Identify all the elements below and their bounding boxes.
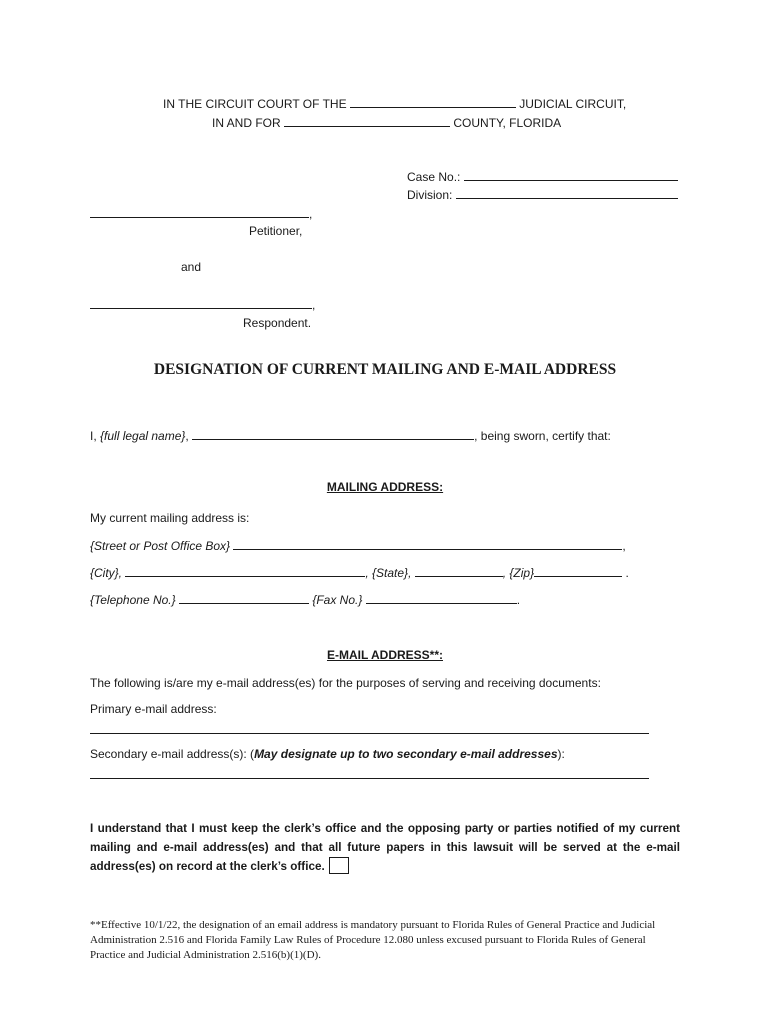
petitioner-label: Petitioner, (249, 224, 303, 238)
zip-label: , {Zip} (502, 566, 535, 580)
acknowledgment-paragraph (90, 819, 680, 876)
zip-blank[interactable] (534, 565, 622, 577)
case-number-label: Case No.: (407, 170, 461, 184)
judicial-circuit-blank[interactable] (350, 96, 516, 108)
petitioner-comma: , (309, 207, 313, 221)
respondent-comma: , (312, 298, 316, 312)
fax-period: . (516, 593, 521, 607)
oath-separator: , (185, 429, 189, 443)
street-comma: , (622, 539, 626, 553)
court-header-line-1 (163, 96, 626, 112)
email-address-heading: E-MAIL ADDRESS**: (326, 648, 443, 662)
oath-suffix: , being sworn, certify that: (474, 429, 611, 443)
county-suffix: COUNTY, FLORIDA (453, 116, 562, 130)
phone-fax-row (90, 592, 520, 608)
street-row (90, 538, 626, 554)
case-number-blank[interactable] (464, 169, 678, 181)
city-state-zip-row (90, 565, 629, 581)
oath-prefix: I, (90, 429, 101, 443)
acknowledgment-checkbox[interactable] (329, 857, 349, 874)
court-header-suffix: JUDICIAL CIRCUIT, (519, 97, 627, 111)
division-blank[interactable] (456, 187, 678, 199)
secondary-email-label-row (90, 747, 565, 762)
acknowledgment-text: I understand that I must keep the clerk’s office and the opposing party or parties notified of my current mailing and e-mail address(es) and that all future papers in this lawsuit will be served at the e-mail address(es) on record at the clerk’s office. (90, 822, 680, 873)
primary-email-label: Primary e-mail address: (90, 702, 217, 716)
street-label: {Street or Post Office Box} (90, 539, 231, 553)
telephone-blank[interactable] (179, 592, 309, 604)
city-blank[interactable] (125, 565, 365, 577)
county-prefix: IN AND FOR (212, 116, 281, 130)
court-header-line-2 (212, 115, 561, 131)
email-footnote: **Effective 10/1/22, the designation of an email address is mandatory pursuant to Florida Rules of General Practice and Judicial Administration 2.516 and Florida Family Law Rules of Procedure 12.080 unless excused pursuant to Florida Rules of General Practice and Judicial Administration 2.516(b)(1)(D). (90, 919, 656, 961)
primary-email-blank[interactable] (90, 733, 649, 734)
secondary-email-note: May designate up to two secondary e-mail addresses (254, 747, 558, 761)
county-blank[interactable] (284, 115, 450, 127)
secondary-email-label: Secondary e-mail address(s): ( (90, 747, 255, 761)
full-legal-name-blank[interactable] (192, 428, 474, 440)
court-header-prefix: IN THE CIRCUIT COURT OF THE (163, 97, 347, 111)
state-label: , {State}, (365, 566, 412, 580)
respondent-name-row (90, 297, 315, 313)
respondent-name-blank[interactable] (90, 297, 312, 309)
secondary-email-end: ): (557, 747, 565, 761)
petitioner-name-row (90, 206, 312, 222)
full-legal-name-hint: {full legal name} (100, 429, 186, 443)
mailing-address-heading: MAILING ADDRESS: (326, 480, 444, 494)
state-blank[interactable] (415, 565, 503, 577)
division-label: Division: (407, 188, 453, 202)
and-label: and (181, 260, 202, 274)
city-label: {City}, (90, 566, 123, 580)
respondent-label: Respondent. (243, 316, 312, 330)
email-intro: The following is/are my e-mail address(es) for the purposes of serving and receiving documents: (90, 676, 601, 690)
telephone-label: {Telephone No.} (90, 593, 176, 607)
division-row (407, 187, 678, 203)
secondary-email-blank[interactable] (90, 778, 649, 779)
mailing-intro: My current mailing address is: (90, 511, 250, 525)
zip-period: . (625, 566, 629, 580)
document-title: DESIGNATION OF CURRENT MAILING AND E-MAIL ADDRESS (153, 361, 617, 378)
fax-blank[interactable] (366, 592, 517, 604)
fax-label: {Fax No.} (312, 593, 363, 607)
case-number-row (407, 169, 678, 185)
petitioner-name-blank[interactable] (90, 206, 309, 218)
oath-line (90, 428, 611, 444)
street-blank[interactable] (233, 538, 622, 550)
